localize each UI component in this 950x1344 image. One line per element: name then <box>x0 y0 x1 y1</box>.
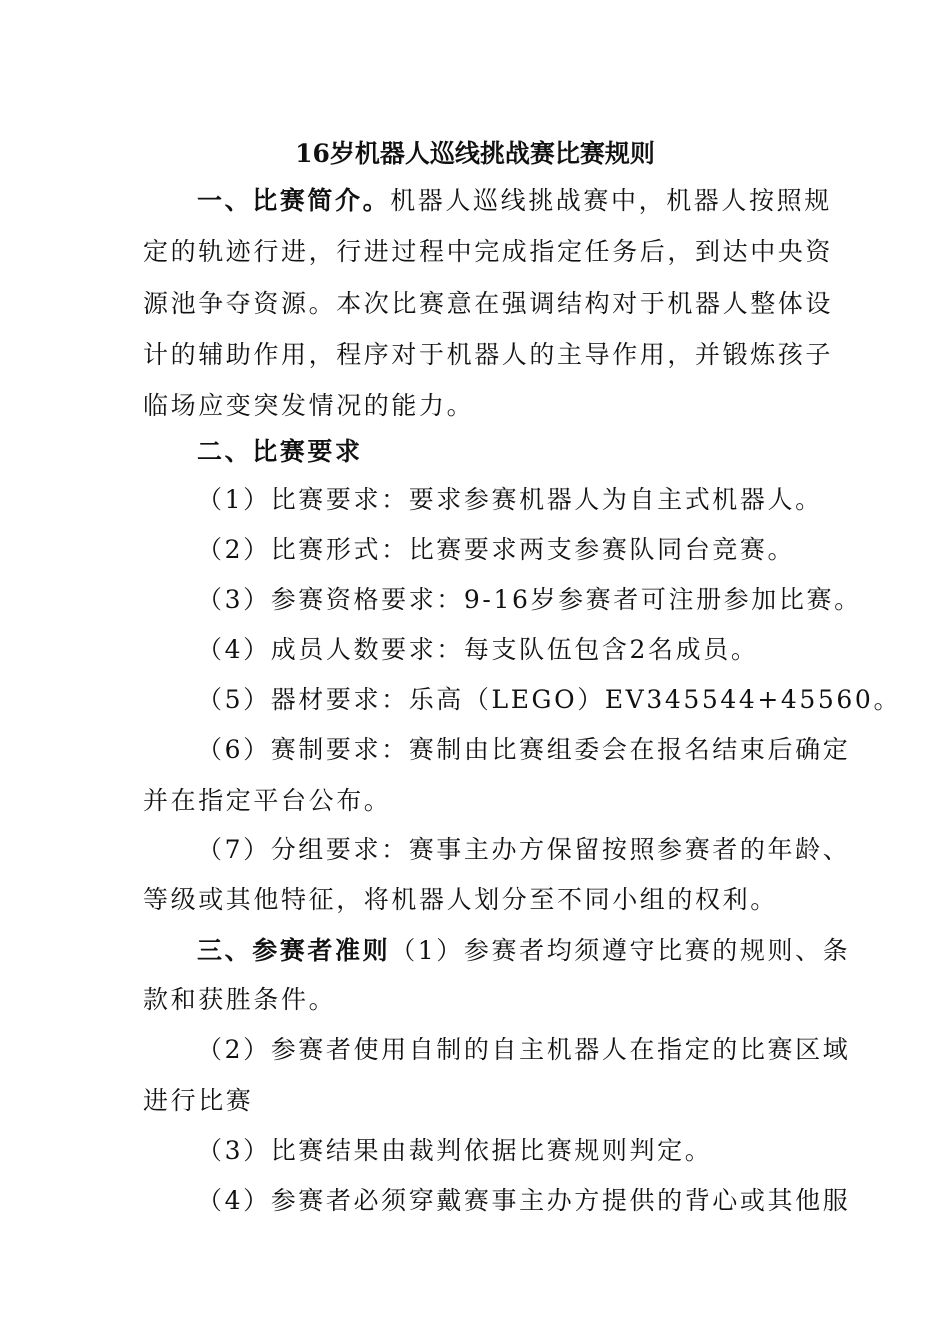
rules-text: （3）比赛结果由裁判依据比赛规则判定。 <box>197 1136 713 1165</box>
rules-text: （4）参赛者必须穿戴赛事主办方提供的背心或其他服 <box>197 1186 851 1215</box>
rules-text: （2）参赛者使用自制的自主机器人在指定的比赛区域 <box>197 1035 851 1064</box>
rules-text: 款和获胜条件。 <box>143 985 337 1014</box>
requirement-item: （5）器材要求：乐高（LEGO）EV345544+45560。 <box>197 685 902 714</box>
intro-paragraph-line <box>197 181 832 221</box>
intro-text: 源池争夺资源。本次比赛意在强调结构对于机器人整体设 <box>143 289 834 318</box>
rules-paragraph-line <box>197 931 851 971</box>
rules-text: （1）参赛者均须遵守比赛的规则、条 <box>390 936 851 965</box>
requirement-item: （1）比赛要求：要求参赛机器人为自主式机器人。 <box>197 485 823 514</box>
requirement-item: （6）赛制要求：赛制由比赛组委会在报名结束后确定 <box>197 735 851 764</box>
intro-text: 机器人巡线挑战赛中，机器人按照规 <box>390 186 832 215</box>
requirement-item: （2）比赛形式：比赛要求两支参赛队同台竞赛。 <box>197 535 796 564</box>
intro-text: 临场应变突发情况的能力。 <box>143 391 475 420</box>
requirement-item: （7）分组要求：赛事主办方保留按照参赛者的年龄、 <box>197 835 851 864</box>
document-title: 16岁机器人巡线挑战赛比赛规则 <box>295 139 655 168</box>
requirement-item: （4）成员人数要求：每支队伍包含2名成员。 <box>197 635 759 664</box>
rules-text: 进行比赛 <box>143 1086 254 1115</box>
requirements-heading: 二、比赛要求 <box>197 437 363 466</box>
intro-text: 计的辅助作用，程序对于机器人的主导作用，并锻炼孩子 <box>143 340 834 369</box>
rules-heading: 三、参赛者准则 <box>197 936 391 965</box>
intro-heading: 一、比赛简介。 <box>197 186 391 215</box>
requirement-item-continued: 并在指定平台公布。 <box>143 786 392 815</box>
requirement-item-continued: 等级或其他特征，将机器人划分至不同小组的权利。 <box>143 885 778 914</box>
intro-text: 定的轨迹行进，行进过程中完成指定任务后，到达中央资 <box>143 237 834 266</box>
requirement-item: （3）参赛资格要求：9-16岁参赛者可注册参加比赛。 <box>197 585 862 614</box>
